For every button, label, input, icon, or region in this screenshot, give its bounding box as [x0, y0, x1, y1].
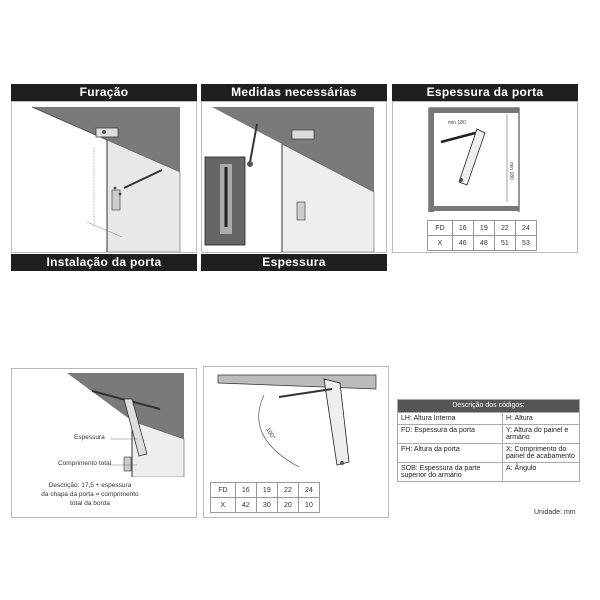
table-row — [211, 498, 320, 513]
label-comprimento-total: Comprimento total — [58, 460, 112, 467]
legend-right: Y: Altura do painel e armário — [505, 427, 569, 441]
legend-left: LH: Altura Interna — [398, 413, 503, 424]
furacao-panel — [11, 101, 197, 253]
codes-legend — [397, 399, 580, 482]
legend-left: FD: Espessura da porta — [398, 425, 503, 443]
label-espessura: Espessura — [74, 434, 105, 441]
table-row — [428, 221, 537, 236]
table-row — [428, 236, 537, 251]
medidas-drawing — [202, 102, 386, 252]
table-cell: 24 — [298, 483, 319, 498]
unit-label: Unidade: mm — [534, 509, 576, 516]
legend-right: H: Altura — [505, 415, 533, 422]
header-medidas: Medidas necessárias — [201, 84, 387, 101]
table-cell: 10 — [298, 498, 319, 513]
table-cell: 30 — [256, 498, 277, 513]
medidas-panel — [201, 101, 387, 253]
table-cell: 22 — [494, 221, 515, 236]
table-cell: 53 — [515, 236, 536, 251]
label-min-180-side: min 180 — [508, 162, 514, 180]
header-furacao: Furação — [11, 84, 197, 101]
legend-row — [398, 424, 579, 443]
door-thickness-table-top — [427, 220, 537, 251]
description-line-3: total da borda — [70, 500, 110, 507]
label-angle: 100° — [264, 427, 276, 441]
table-cell: 22 — [277, 483, 298, 498]
description-note — [30, 481, 150, 508]
table-cell: X — [211, 498, 236, 513]
header-espessura-porta: Espessura da porta — [392, 84, 578, 101]
door-thickness-table-bottom — [210, 482, 320, 513]
table-row — [211, 483, 320, 498]
legend-left: FH: Altura da porta — [398, 444, 503, 462]
table-cell: 51 — [494, 236, 515, 251]
legend-row — [398, 462, 579, 481]
legend-right: A: Ângulo — [505, 465, 537, 472]
table-cell: 19 — [473, 221, 494, 236]
furacao-drawing — [12, 102, 196, 252]
table-cell: FD — [428, 221, 453, 236]
table-cell: 46 — [452, 236, 473, 251]
table-cell: 48 — [473, 236, 494, 251]
table-cell: 16 — [235, 483, 256, 498]
espessura-porta-drawing — [393, 102, 577, 212]
table-cell: 16 — [452, 221, 473, 236]
legend-row — [398, 412, 579, 424]
table-cell: FD — [211, 483, 236, 498]
label-min-180-top: min 180 — [448, 120, 466, 126]
table-cell: 20 — [277, 498, 298, 513]
table-cell: 42 — [235, 498, 256, 513]
description-line-1: Descrição: 17,5 + espessura — [48, 482, 132, 489]
table-cell: 24 — [515, 221, 536, 236]
legend-right: X: Comprimento do painel de acabamento — [505, 446, 575, 460]
table-cell: X — [428, 236, 453, 251]
header-instalacao: Instalação da porta — [11, 254, 197, 271]
table-cell: 19 — [256, 483, 277, 498]
legend-row — [398, 443, 579, 462]
legend-title: Descrição dos códigos: — [398, 400, 579, 412]
instalacao-panel — [11, 368, 197, 518]
legend-left: SOB: Espessura da parte superior do armário — [398, 463, 503, 481]
header-espessura: Espessura — [201, 254, 387, 271]
description-line-2: da chapa da porta = comprimento — [41, 491, 139, 498]
